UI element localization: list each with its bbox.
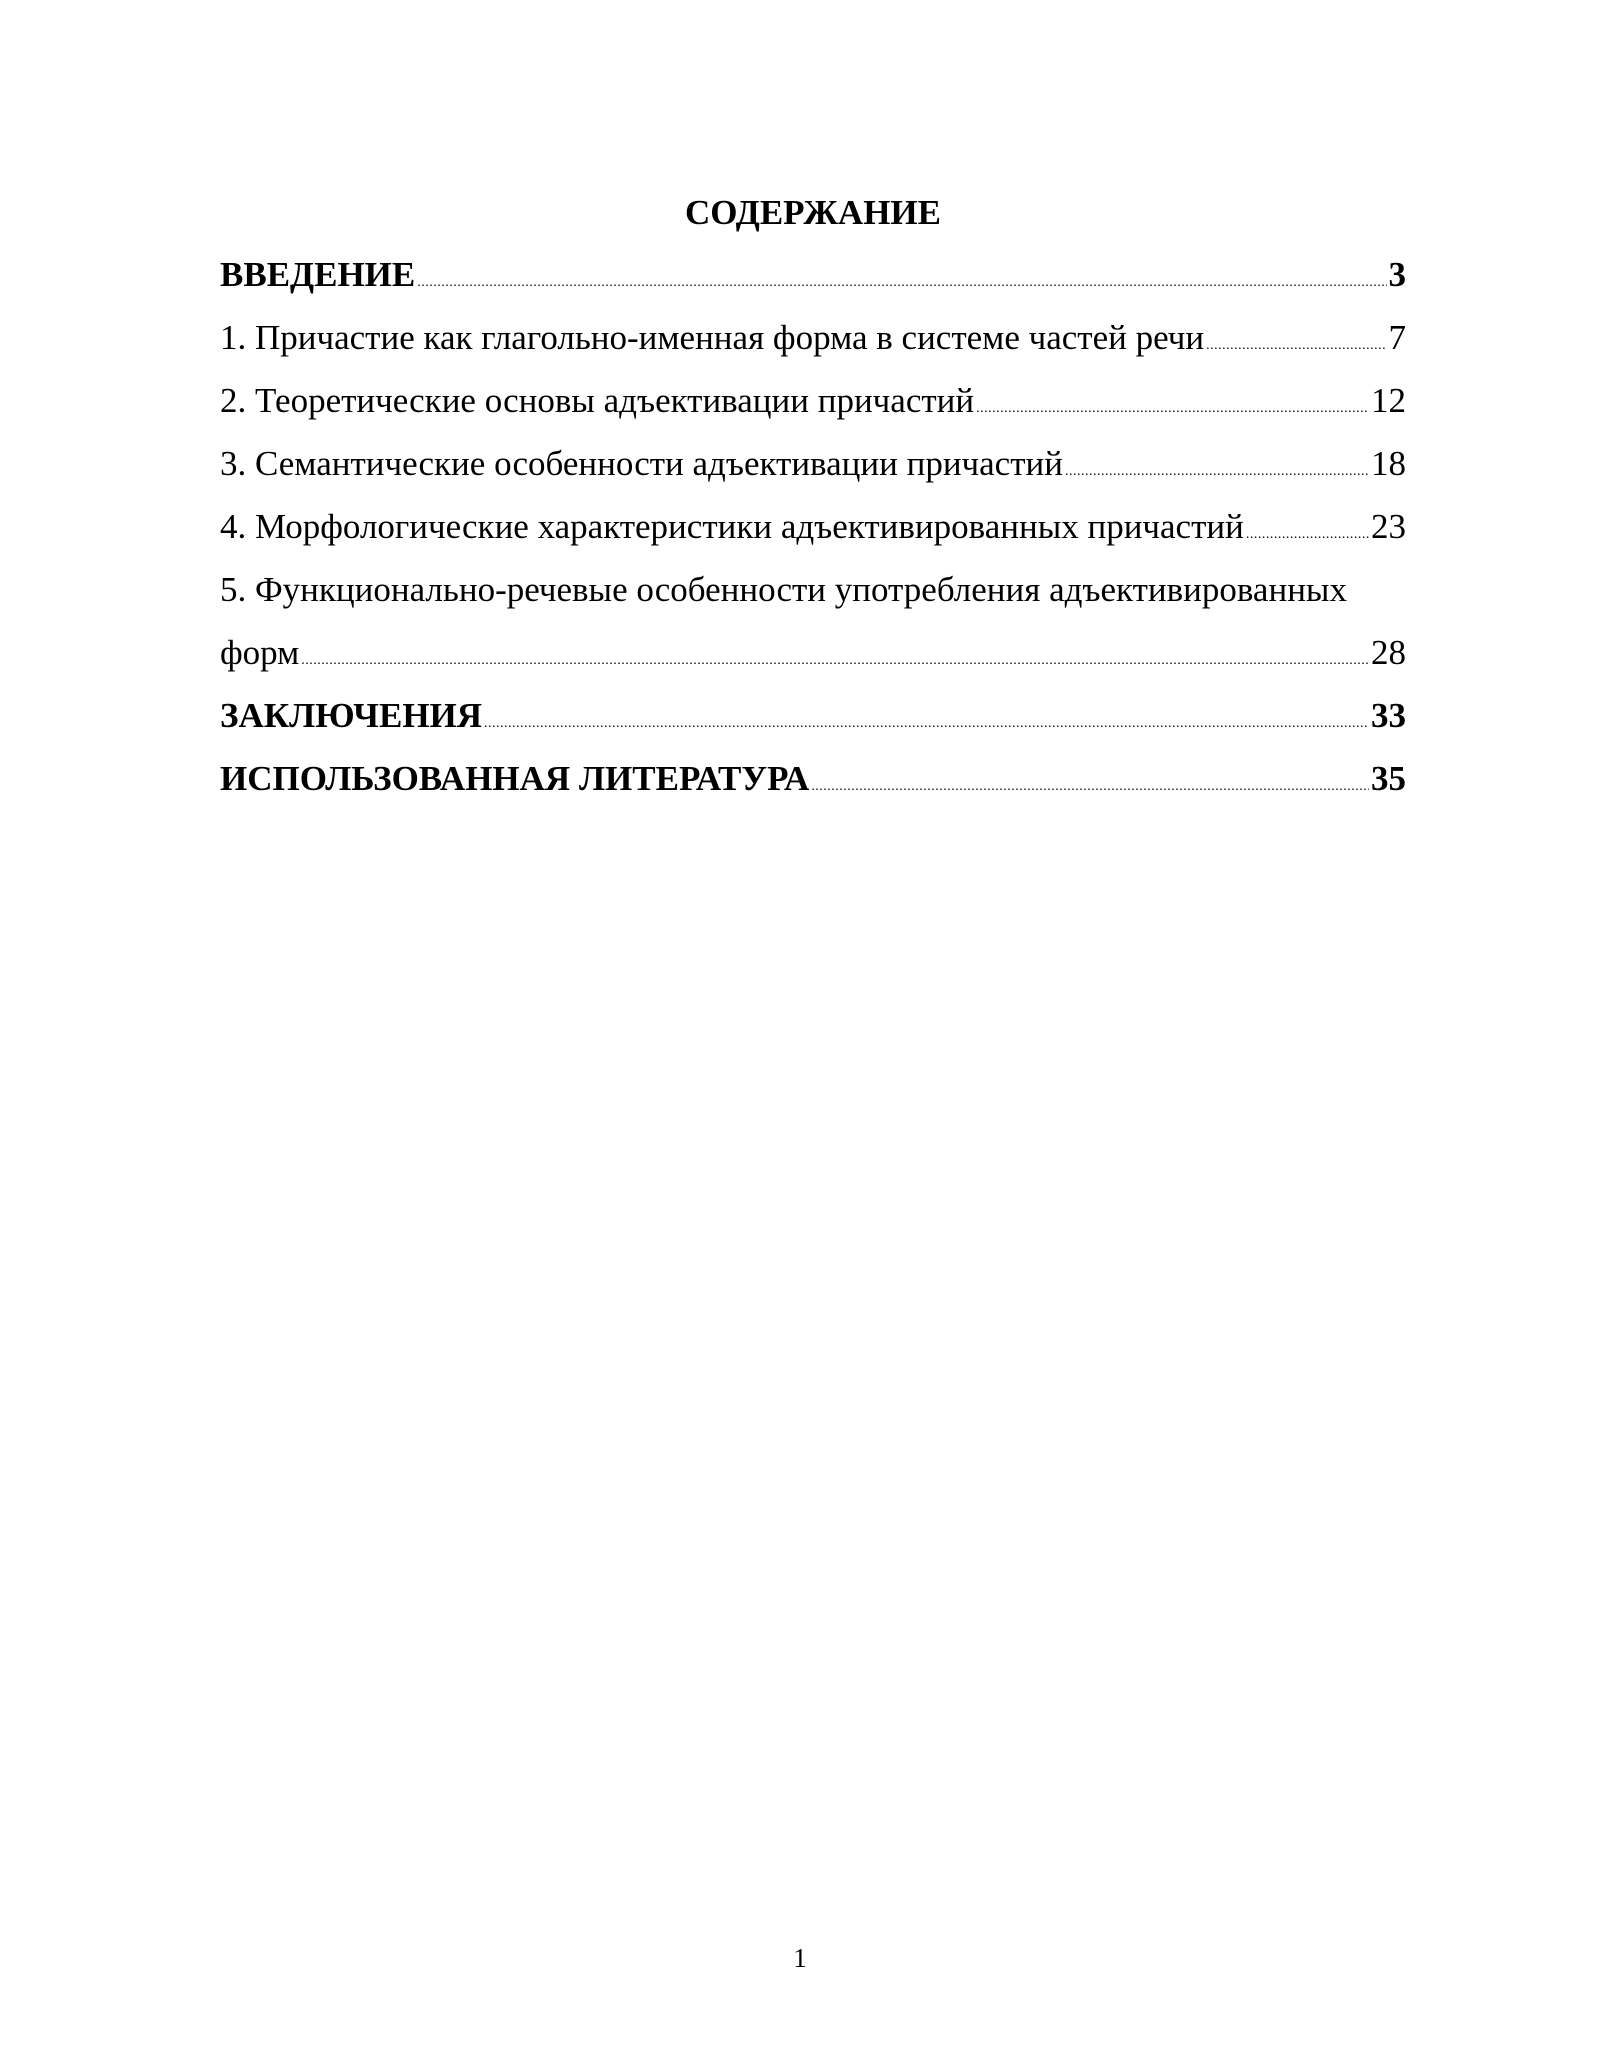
dot-leader xyxy=(1246,528,1369,542)
toc-entry-label: ЗАКЛЮЧЕНИЯ xyxy=(220,696,483,735)
toc-entry-references[interactable] xyxy=(220,747,1406,810)
dot-leader xyxy=(484,717,1369,731)
dot-leader xyxy=(1065,465,1369,479)
footer-page-number: 1 xyxy=(793,1943,807,1973)
toc-entry-label: 2. Теоретические основы адъективации причастий xyxy=(220,381,975,420)
toc-entry-page: 35 xyxy=(1371,759,1406,798)
dot-leader xyxy=(1206,339,1386,353)
toc-entry-label-line-1: 5. Функционально-речевые особенности употребления адъективированных xyxy=(220,570,1347,609)
toc-entry-label: 3. Семантические особенности адъективации причастий xyxy=(220,444,1063,483)
toc-entry-conclusion[interactable] xyxy=(220,684,1406,747)
toc-entry-page: 18 xyxy=(1371,444,1406,483)
toc-entry-label: ВВЕДЕНИЕ xyxy=(220,255,416,294)
toc-entry-chapter-1[interactable] xyxy=(220,306,1406,369)
table-of-contents xyxy=(220,183,1406,810)
toc-entry-page: 33 xyxy=(1371,696,1406,735)
dot-leader xyxy=(811,780,1369,794)
toc-entry-page: 3 xyxy=(1388,255,1406,294)
toc-entry-chapter-4[interactable] xyxy=(220,495,1406,558)
dot-leader xyxy=(417,276,1386,290)
toc-entry-chapter-3[interactable] xyxy=(220,432,1406,495)
dot-leader xyxy=(301,654,1369,668)
toc-entry-page: 28 xyxy=(1371,633,1406,672)
toc-entry-page: 7 xyxy=(1388,318,1406,357)
toc-entry-chapter-2[interactable] xyxy=(220,369,1406,432)
toc-entry-label: ИСПОЛЬЗОВАННАЯ ЛИТЕРАТУРА xyxy=(220,759,810,798)
toc-entry-introduction[interactable] xyxy=(220,243,1406,306)
dot-leader xyxy=(976,402,1369,416)
toc-entry-label: 1. Причастие как глагольно-именная форма в системе частей речи xyxy=(220,318,1205,357)
toc-title: СОДЕРЖАНИЕ xyxy=(684,193,941,232)
toc-entry-chapter-5[interactable] xyxy=(220,558,1406,684)
toc-entry-label-line-2: форм xyxy=(220,633,300,672)
toc-entry-label: 4. Морфологические характеристики адъективированных причастий xyxy=(220,507,1244,546)
toc-entry-page: 23 xyxy=(1371,507,1406,546)
toc-entry-page: 12 xyxy=(1371,381,1406,420)
